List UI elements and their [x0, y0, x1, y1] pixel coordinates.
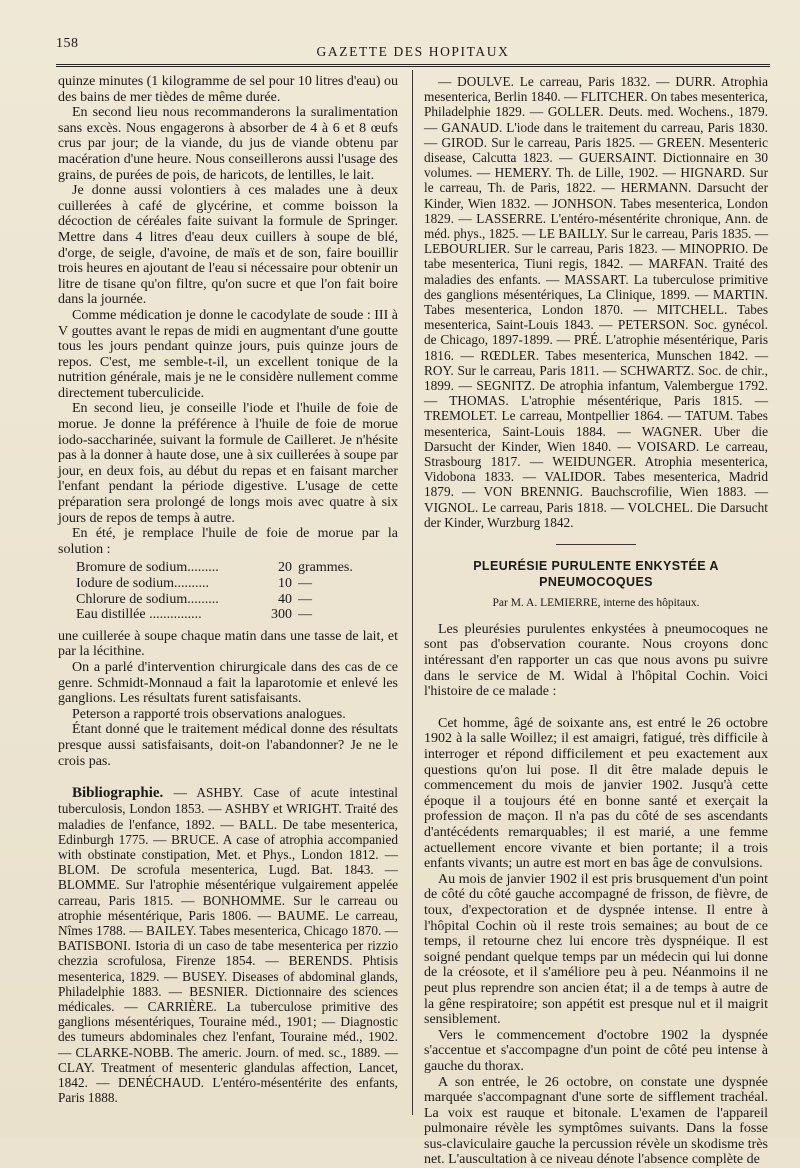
- ingredient-qty: 40: [256, 592, 298, 608]
- bibliography-continued: — DOULVE. Le carreau, Paris 1832. — DURR. Atrophia mesenterica, Berlin 1840. — FLITCHER. On tabes mesenterica, Philadelphie 1829. — GOLLER. Deuts. med. Wochens., 1879. — GANAUD. L'iode dans le traitement du carreau, Paris 1830. — GIROD. Sur le carreau, Paris 1825. — GREEN. Mesenteric disease, Calcutta 1823. — GUERSAINT. Dictionnaire en 30 volumes. — HEMERY. Th. de Lille, 1902. — HIGNARD. Sur le carreau, Th. de Paris, 1822. — HERMANN. Darsucht der Kinder, Wien 1832. — JONHSON. Tabes mesenterica, London 1829. — LASSERRE. L'entéro-mésentérite chronique, Ann. de méd. phys., 1825. — LE BAILLY. Sur le carreau, Paris 1835. — LEBOURLIER. Sur le carreau, Paris 1823. — MINOPRIO. De tabe mesenterica, Tiuni regis, 1842. — MARFAN. Traité des maladies des enfants. — MASSART. La tuberculose primitive des ganglions mésentériques, La Clinique, 1899. — MARTIN. Tabes mesenterica, London 1870. — MITCHELL. Tabes mesenterica, Saint-Louis 1843. — PETERSON. Soc. gynécol. de Chicago, 1897-1899. — PRÉ. L'atrophie mésentérique, Paris 1816. — RŒDLER. Tabes mesenterica, Munschen 1842. — ROY. Sur le carreau, Paris 1811. — SCHWARTZ. Soc. de chir., 1899. — SEGNITZ. De atrophia infantum, Valembergue 1792. — THOMAS. L'atrophie mésentérique, Paris 1815. — TREMOLET. Le carreau, Montpellier 1864. — TATUM. Tabes mesenterica, Saint-Louis 1884. — WAGNER. Uber die Darsucht der Kinder, Wien 1840. — VOISARD. Le carreau, Strasbourg 1817. — WEIDUNGER. Atrophia mesenterica, Vidobona 1833. — VALIDOR. Tabes mesenterica, Madrid 1879. — VON BRENNIG. Bauchscrofilie, Wien 1883. — VIGNOL. Le carreau, Paris 1818. — VOLCHEL. Die Darsucht der Kinder, Wurzburg 1842.: [424, 74, 768, 530]
- paragraph: Je donne aussi volontiers à ces malades une à deux cuillerées à café de glycérine, et comme boisson la décoction de céréales faite suivant la formule de Springer. Mettre dans 4 litres d'eau deux cuillers à soupe de blé, d'orge, de seigle, d'avoine, de maïs et de son, faire bouillir trois heures en ajoutant de l'eau si nécessaire pour obtenir un litre de tisane qu'on filtre, qu'on sucre et que l'on fait boire dans la journée.: [58, 183, 398, 308]
- ingredient-unit: —: [298, 592, 353, 608]
- page-header: [56, 36, 770, 66]
- ingredient-name: Eau distillée ...............: [76, 607, 256, 623]
- ingredient-name: Bromure de sodium.........: [76, 560, 256, 576]
- paragraph: En second lieu nous recommanderons la suralimentation sans excès. Nous engagerons à absorber de 4 à 6 et 8 œufs crus par jour; de la viande, du jus de viande obtenu par macération d'une heure. Nous conseillerons aussi l'usage des grains, de purées de pois, de haricots, de lentilles, le lait.: [58, 105, 398, 183]
- paragraph: quinze minutes (1 kilogramme de sel pour 10 litres d'eau) ou des bains de mer tièdes de même durée.: [58, 74, 398, 105]
- formula-row: [76, 592, 353, 608]
- ingredient-qty: 20: [256, 560, 298, 576]
- right-column: [424, 74, 768, 1168]
- ingredient-unit: —: [298, 607, 353, 623]
- paragraph: On a parlé d'intervention chirurgicale dans des cas de ce genre. Schmidt-Monnaud a fait la laparotomie et enlevé les ganglions. Les résultats furent satisfaisants.: [58, 660, 398, 707]
- paragraph: Étant donné que le traitement médical donne des résultats presque aussi satisfaisants, doit-on l'abandonner? Je ne le crois pas.: [58, 722, 398, 769]
- section-separator: [556, 544, 636, 545]
- ingredient-unit: —: [298, 576, 353, 592]
- bibliography-heading: Bibliographie.: [72, 785, 163, 801]
- column-divider: [412, 70, 413, 1115]
- ingredient-name: Chlorure de sodium.........: [76, 592, 256, 608]
- paragraph: Peterson a rapporté trois observations analogues.: [58, 707, 398, 723]
- paragraph: A son entrée, le 26 octobre, on constate une dyspnée marquée s'accompagnant d'une sorte de sifflement trachéal. La voix est rauque et bitonale. L'examen de l'appareil pulmonaire révèle les symptômes suivants. Dans la fosse sus-claviculaire gauche la percussion révèle un skodisme très net. L'auscultation à ce niveau dénote l'absence complète de: [424, 1075, 768, 1168]
- paragraph: une cuillerée à soupe chaque matin dans une tasse de lait, et par la lécithine.: [58, 629, 398, 660]
- formula-row: [76, 576, 353, 592]
- paragraph: Les pleurésies purulentes enkystées à pneumocoques ne sont pas d'observation courante. Nous croyons donc intéressant d'en rapporter un cas que nous avons pu suivre dans le service de M. Widal à l'hôpital Cochin. Voici l'histoire de ce malade :: [424, 622, 768, 700]
- page-number: 158: [56, 36, 79, 52]
- article-byline: Par M. A. LEMIERRE, interne des hôpitaux.: [424, 596, 768, 612]
- paragraph: En été, je remplace l'huile de foie de morue par la solution :: [58, 526, 398, 557]
- header-rule: [56, 64, 770, 71]
- paragraph: En second lieu, je conseille l'iode et l'huile de foie de morue. Je donne la préférence à l'huile de foie de morue iodo-saccharinée, suivant la formule de Cailleret. Je n'hésite pas à la donner à haute dose, une à six cuillerées à soupe par jour, en deux fois, au début du repas et en faisant marcher l'enfant pendant la période digestive. L'usage de cette préparation sera prolongé de longs mois avec quatre à six jours de repos de temps à autre.: [58, 401, 398, 526]
- paragraph: Cet homme, âgé de soixante ans, est entré le 26 octobre 1902 à la salle Woillez; il est amaigri, fatigué, très difficile à interroger et répond difficilement et peu exactement aux questions qu'on lui pose. Il dit être malade depuis le commencement du mois de janvier 1902. Jusqu'à cette époque il a toujours été en bonne santé et exerçait la profession de maçon. Il n'a pas du côté de ses ascendants d'antécédents remarquables; il est marié, a une femme actuellement encore vivante et bien portante; il a trois enfants vivants; un autre est mort en bas âge de convulsions.: [424, 716, 768, 872]
- formula-row: [76, 560, 353, 576]
- ingredient-name: Iodure de sodium..........: [76, 576, 256, 592]
- solution-formula: [76, 560, 353, 622]
- article-title: PLEURÉSIE PURULENTE ENKYSTÉE A PNEUMOCOQUES: [424, 559, 768, 590]
- paragraph: Vers le commencement d'octobre 1902 la dyspnée s'accentue et s'accompagne d'un point de côté peu intense à gauche du thorax.: [424, 1028, 768, 1075]
- journal-title: GAZETTE DES HOPITAUX: [56, 44, 770, 60]
- ingredient-unit: grammes.: [298, 560, 353, 576]
- formula-row: [76, 607, 353, 623]
- bibliography: [58, 785, 398, 1105]
- left-column: [58, 74, 398, 1105]
- ingredient-qty: 300: [256, 607, 298, 623]
- paragraph: Au mois de janvier 1902 il est pris brusquement d'un point de côté du côté gauche accompagné de frisson, de fièvre, de toux, d'expectoration et de dyspnée intense. Il entre à l'hôpital Cochin où il reste trois semaines; au bout de ce temps, il retourne chez lui encore très dyspnéique. Il est soigné pendant quelque temps par un médecin qui lui donne de la créosote, et il s'améliore peu à peu. Néanmoins il ne peut plus reprendre son ancien état; il a de temps à autre de la gêne respiratoire; son appétit est presque nul et il maigrit sensiblement.: [424, 872, 768, 1028]
- paragraph: Comme médication je donne le cacodylate de soude : III à V gouttes avant le repas de midi en augmentant d'une goutte tous les jours pendant quinze jours, puis quinze jours de repos. C'est, me semble-t-il, un excellent tonique de la nutrition générale, mais je ne le considère nullement comme directement tuberculicide.: [58, 308, 398, 402]
- ingredient-qty: 10: [256, 576, 298, 592]
- bibliography-text: — ASHBY. Case of acute intestinal tuberculosis, London 1853. — ASHBY et WRIGHT. Traité des maladies de l'enfance, 1892. — BALL. De tabe mesenterica, Edinburgh 1775. — BRUCE. A case of atrophia accompanied with obstinate constipation, Met. et Phys., London 1812. — BLOM. De scrofula mesenterica, Lugd. Bat. 1843. — BLOMME. Sur l'atrophie mésentérique vulgairement appelée carreau, Paris 1815. — BONHOMME. Sur le carreau ou atrophie mésentérique, Paris 1806. — BAUME. Le carreau, Nîmes 1788. — BAILEY. Tabes mesenterica, Chicago 1870. — BATISBONI. Istoria di un caso de tabe mesenterica per rizzio chezzia scrofulosa, Firenze 1854. — BERENDS. Phtisis mesenterica, 1829. — BUSEY. Diseases of abdominal glands, Philadelphie 1883. — BESNIER. Dictionnaire des sciences médicales. — CARRIÈRE. La tuberculose primitive des ganglions mésentériques, Touraine méd., 1901; — Diagnostic des tumeurs abdominales chez l'enfant, Touraine méd., 1902. — CLARKE-NOBB. The americ. Journ. of med. sc., 1889. — CLAY. Treatment of mesenteric glandulas affection, Lancet, 1842. — DENÉCHAUD. L'entéro-mésentérite des enfants, Paris 1888.: [58, 785, 398, 1105]
